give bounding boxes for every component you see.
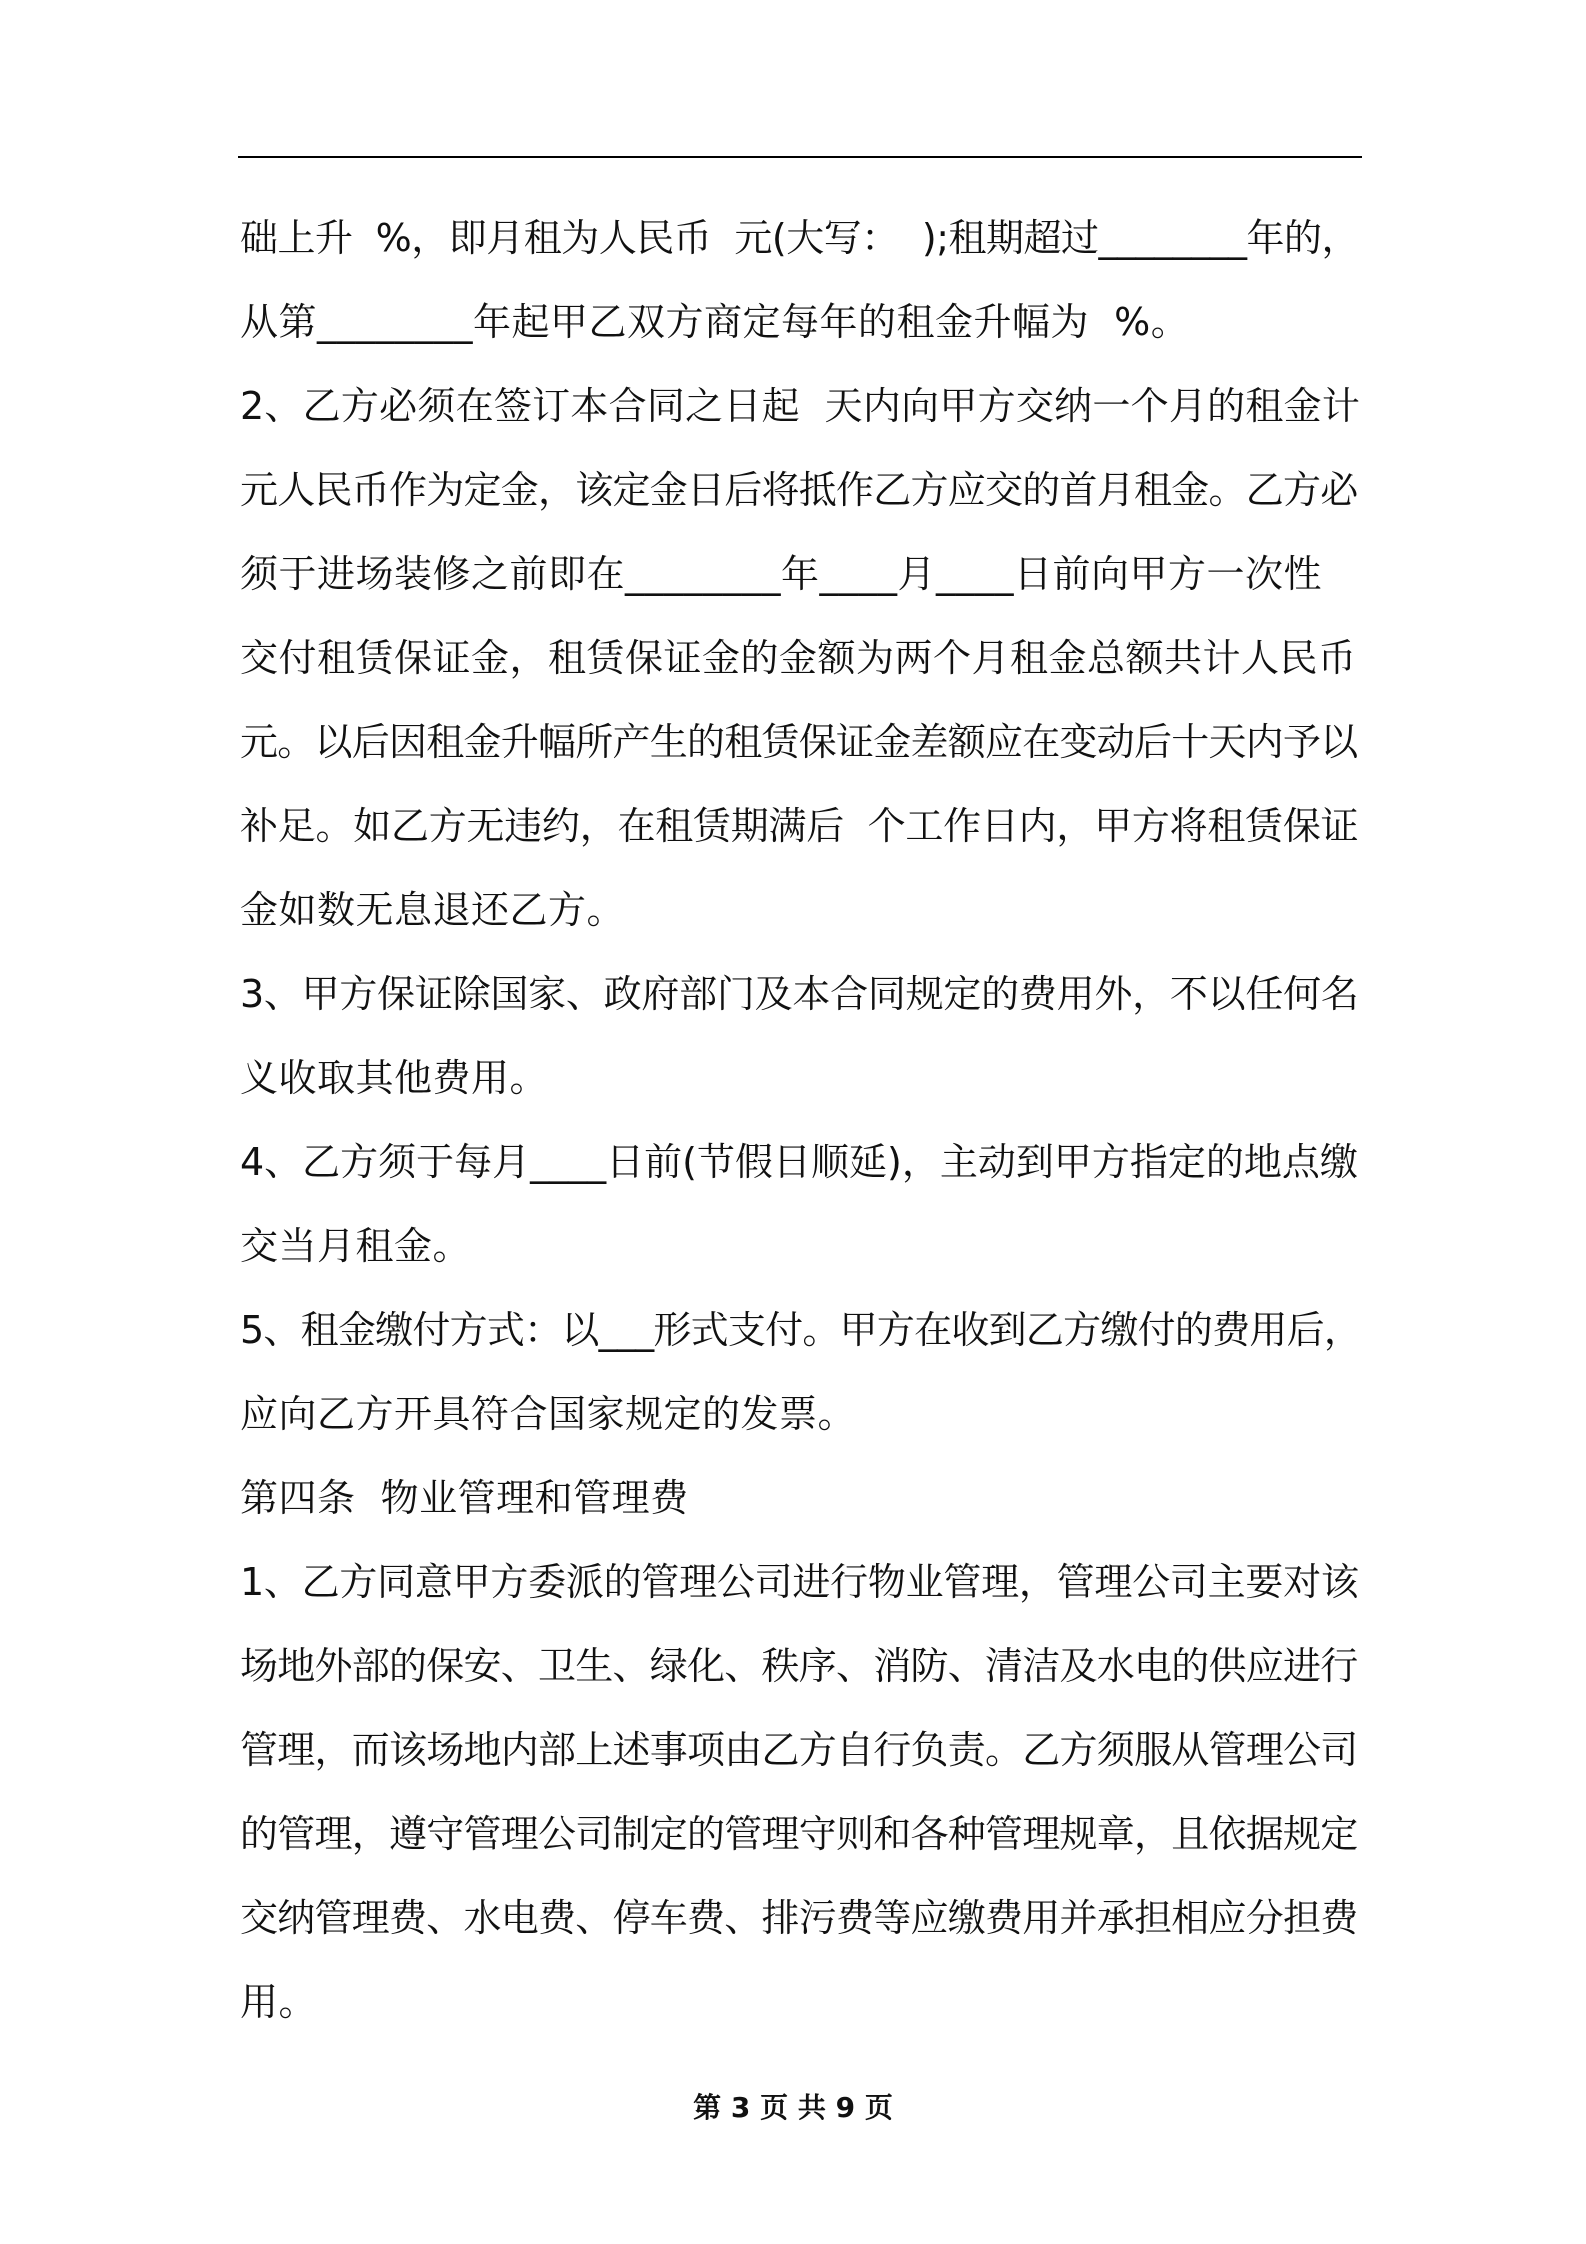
text-line: 4、乙方须于每月____日前(节假日顺延)，主动到甲方指定的地点缴	[240, 1140, 1358, 1184]
text-line: 础上升 %，即月租为人民币 元(大写： );租期超过________年的，	[240, 216, 1360, 260]
text-line: 交当月租金。	[240, 1224, 472, 1268]
text-line: 5、租金缴付方式：以___形式支付。甲方在收到乙方缴付的费用后，	[240, 1308, 1362, 1352]
text-line: 金如数无息退还乙方。	[240, 888, 626, 932]
text-line: 的管理，遵守管理公司制定的管理守则和各种管理规章，且依据规定	[240, 1812, 1358, 1856]
text-line: 补足。如乙方无违约，在租赁期满后 个工作日内，甲方将租赁保证	[240, 804, 1359, 848]
text-line: 元。以后因租金升幅所产生的租赁保证金差额应在变动后十天内予以	[240, 720, 1358, 764]
text-line: 应向乙方开具符合国家规定的发票。	[240, 1392, 857, 1436]
document-body	[240, 196, 1364, 2044]
text-line: 2、乙方必须在签订本合同之日起 天内向甲方交纳一个月的租金计	[240, 384, 1361, 428]
page-number-footer: 第 3 页 共 9 页	[693, 2091, 893, 2124]
text-line: 从第________年起甲乙双方商定每年的租金升幅为 %。	[240, 300, 1190, 344]
header-rule	[238, 156, 1362, 158]
text-line: 场地外部的保安、卫生、绿化、秩序、消防、清洁及水电的供应进行	[240, 1644, 1358, 1688]
text-line: 管理，而该场地内部上述事项由乙方自行负责。乙方须服从管理公司	[240, 1728, 1358, 1772]
text-line: 用。	[240, 1980, 318, 2024]
section-heading: 第四条 物业管理和管理费	[240, 1476, 689, 1520]
text-line: 元人民币作为定金，该定金日后将抵作乙方应交的首月租金。乙方必	[240, 468, 1358, 512]
text-line: 交纳管理费、水电费、停车费、排污费等应缴费用并承担相应分担费	[240, 1896, 1358, 1940]
text-line: 交付租赁保证金，租赁保证金的金额为两个月租金总额共计人民币	[240, 636, 1357, 680]
text-line: 1、乙方同意甲方委派的管理公司进行物业管理，管理公司主要对该	[240, 1560, 1359, 1604]
text-line: 3、甲方保证除国家、政府部门及本合同规定的费用外，不以任何名	[240, 972, 1359, 1016]
text-line: 须于进场装修之前即在________年____月____日前向甲方一次性	[240, 552, 1323, 596]
text-line: 义收取其他费用。	[240, 1056, 549, 1100]
